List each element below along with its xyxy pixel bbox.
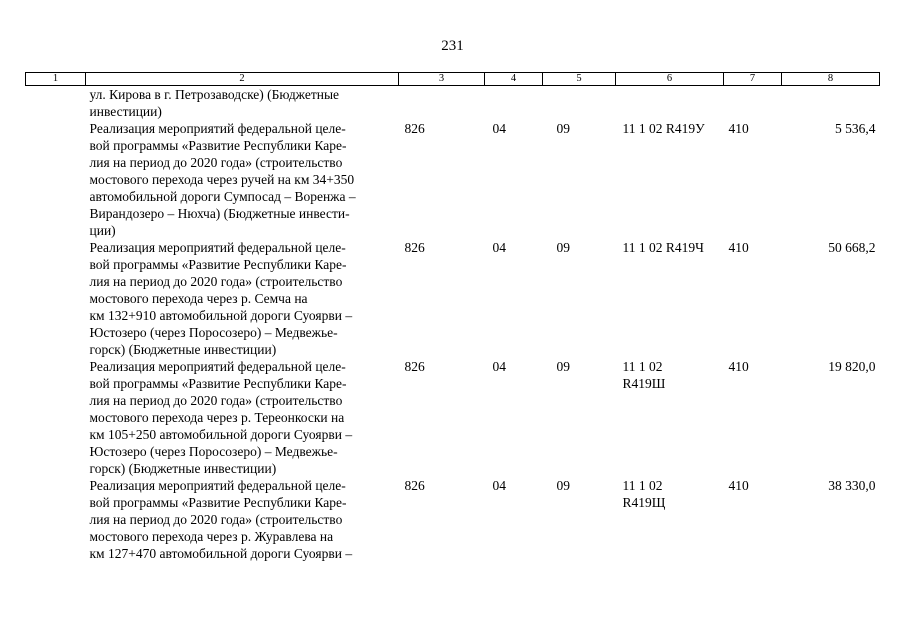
header-col-8: 8 — [782, 73, 880, 86]
section-code — [485, 86, 543, 121]
expense-type-code: 410 — [728, 359, 749, 374]
ministry-code: 826 — [404, 121, 425, 136]
row-number-cell — [26, 120, 86, 239]
table-row — [26, 477, 880, 562]
target-article-value: 11 1 02 R419Ш — [622, 359, 666, 391]
subsection-code: 09 — [556, 121, 570, 136]
section-code: 04 — [492, 240, 506, 255]
amount: 38 330,0 — [828, 478, 876, 493]
row-number-cell — [26, 239, 86, 358]
header-col-5: 5 — [543, 73, 616, 86]
section-code: 04 — [492, 121, 506, 136]
subsection-code: 09 — [556, 359, 570, 374]
expense-name: ул. Кирова в г. Петрозаводске) (Бюджетные инвестиции) — [89, 87, 340, 119]
target-article-value: 11 1 02 R419Ч — [622, 240, 704, 255]
expense-type-code: 410 — [728, 478, 749, 493]
table-row — [26, 239, 880, 358]
table-row — [26, 358, 880, 477]
header-col-1: 1 — [26, 73, 86, 86]
ministry-code — [399, 86, 485, 121]
expense-name-cell — [86, 86, 399, 121]
subsection-code: 09 — [556, 240, 570, 255]
ministry-code: 826 — [404, 359, 425, 374]
table-row — [26, 86, 880, 121]
expense-name-cell — [86, 239, 399, 358]
section-code: 04 — [492, 359, 506, 374]
target-article-code — [616, 86, 724, 121]
table-body — [26, 86, 880, 563]
expense-type-code: 410 — [728, 240, 749, 255]
row-number-cell — [26, 86, 86, 121]
row-number-cell — [26, 358, 86, 477]
ministry-code: 826 — [404, 240, 425, 255]
amount: 50 668,2 — [828, 240, 876, 255]
page-number: 231 — [441, 38, 464, 54]
expense-name-cell — [86, 120, 399, 239]
header-col-3: 3 — [399, 73, 485, 86]
header-col-7: 7 — [724, 73, 782, 86]
target-article-code — [616, 358, 724, 477]
amount — [782, 86, 880, 121]
row-number-cell — [26, 477, 86, 562]
expense-type-code — [724, 86, 782, 121]
expense-name-cell — [86, 477, 399, 562]
target-article-code — [616, 120, 724, 239]
budget-table — [25, 72, 880, 562]
subsection-code — [543, 86, 616, 121]
header-row — [26, 73, 880, 86]
target-article-value: 11 1 02 R419У — [622, 121, 705, 136]
expense-name: Реализация мероприятий федеральной целе- вой программы «Развитие Республики Каре- лия на период до 2020 года» (строительство мостового перехода через ручей на км 34+350 автомобильной дороги Сумпосад – Воренжа – Вирандозеро – Нюхча) (Бюджетные инвести- ции) — [89, 121, 356, 238]
table-header — [26, 73, 880, 86]
target-article-code — [616, 477, 724, 562]
expense-name: Реализация мероприятий федеральной целе- вой программы «Развитие Республики Каре- лия на период до 2020 года» (строительство мостового перехода через р. Семча на км 132+910 автомобильной дороги Суоярви – Юстозеро (через Поросозеро) – Медвежье- горск) (Бюджетные инвестиции) — [89, 240, 353, 357]
expense-name-cell — [86, 358, 399, 477]
table-row — [26, 120, 880, 239]
expense-type-code: 410 — [728, 121, 749, 136]
header-col-2: 2 — [86, 73, 399, 86]
amount: 19 820,0 — [828, 359, 876, 374]
subsection-code: 09 — [556, 478, 570, 493]
section-code: 04 — [492, 478, 506, 493]
header-col-6: 6 — [616, 73, 724, 86]
amount: 5 536,4 — [835, 121, 876, 136]
header-col-4: 4 — [485, 73, 543, 86]
target-article-value: 11 1 02 R419Щ — [622, 478, 666, 510]
target-article-code — [616, 239, 724, 358]
expense-name: Реализация мероприятий федеральной целе- вой программы «Развитие Республики Каре- лия на период до 2020 года» (строительство мостового перехода через р. Тереонкоски на км 105+250 автомобильной дороги Суоярви – Юстозеро (через Поросозеро) – Медвежье- горск) (Бюджетные инвестиции) — [89, 359, 353, 476]
ministry-code: 826 — [404, 478, 425, 493]
expense-name: Реализация мероприятий федеральной целе- вой программы «Развитие Республики Каре- лия на период до 2020 года» (строительство мостового перехода через р. Журавлева на км 127+470 автомобильной дороги Суоярви – — [89, 478, 353, 561]
